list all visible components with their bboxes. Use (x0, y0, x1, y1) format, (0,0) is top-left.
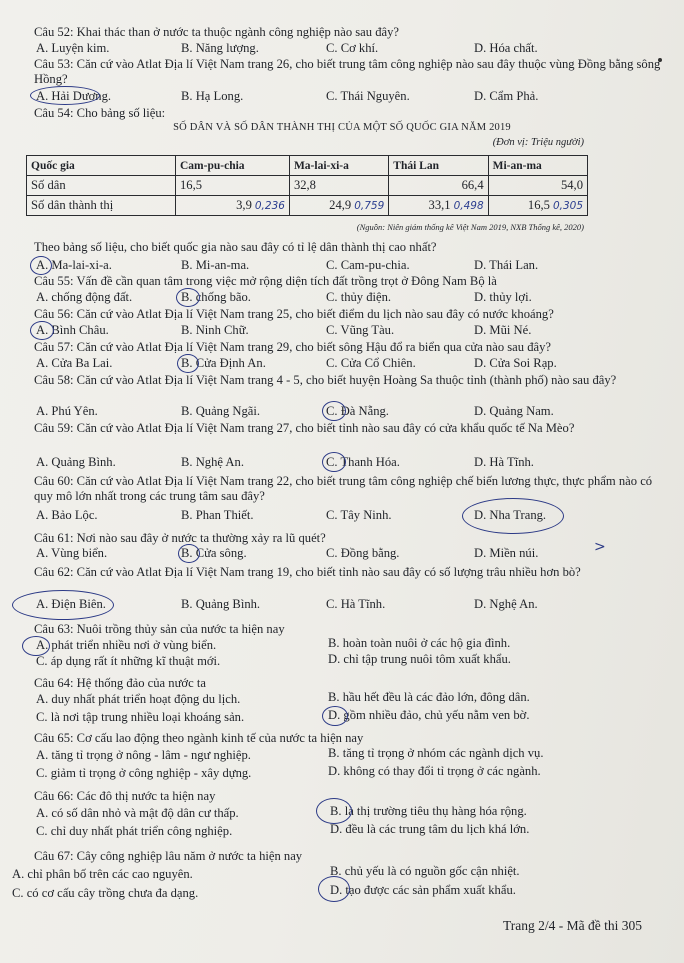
question-54-options (36, 258, 656, 273)
answer-circle (176, 288, 200, 307)
option-d[interactable]: D. Cửa Soi Rạp. (474, 356, 557, 370)
option-b[interactable]: B. chống bão. (181, 290, 251, 304)
option-c[interactable]: C. chỉ duy nhất phát triển công nghiệp. (36, 824, 233, 838)
question-60-stem: Câu 60: Căn cứ vào Atlat Địa lí Việt Nam trang 22, cho biết trung tâm công nghiệp chế biến lương thực, thực phẩm nào có quy mô lớn nhất trong các trung tâm sau đây? (34, 474, 653, 503)
option-d[interactable]: D. Quảng Nam. (474, 404, 554, 418)
cell-value: 33,1 (428, 198, 451, 212)
table-cell: 32,8 (289, 176, 388, 196)
option-a[interactable]: A. duy nhất phát triển hoạt động du lịch. (36, 692, 241, 706)
option-c[interactable]: C. giảm tỉ trọng ở công nghiệp - xây dựng. (36, 766, 252, 780)
answer-circle (462, 498, 564, 534)
answer-circle (322, 706, 348, 726)
handwritten-ratio: 0,498 (453, 200, 484, 212)
answer-circle (22, 636, 50, 656)
table-row (27, 196, 588, 216)
question-64-stem: Câu 64: Hệ thống đảo của nước ta (34, 676, 206, 690)
option-b[interactable]: B. Mi-an-ma. (181, 258, 250, 272)
question-54-stem: Câu 54: Cho bảng số liệu: (34, 106, 166, 120)
table-cell (389, 196, 488, 216)
option-b[interactable]: B. Hạ Long. (181, 89, 244, 103)
option-a[interactable]: A. chống động đất. (36, 290, 133, 304)
page-footer: Trang 2/4 - Mã đề thi 305 (503, 918, 642, 933)
answer-circle (322, 401, 346, 421)
answer-circle (177, 354, 199, 373)
question-59-options (36, 455, 656, 470)
answer-circle (178, 544, 200, 563)
header-cell: Quốc gia (27, 156, 176, 176)
option-a[interactable]: A. Cửa Ba Lai. (36, 356, 113, 370)
option-c[interactable]: C. thủy điện. (326, 290, 392, 304)
question-58-stem: Câu 58: Căn cứ vào Atlat Địa lí Việt Nam trang 4 - 5, cho biết huyện Hoàng Sa thuộc tỉnh (thành phố) nào sau đây? (34, 373, 617, 387)
option-c[interactable]: C. Thái Nguyên. (326, 89, 410, 103)
option-b[interactable]: B. là thị trường tiêu thụ hàng hóa rộng. (330, 804, 527, 818)
option-b[interactable]: B. Cửa sông. (181, 546, 247, 560)
question-56-options (36, 323, 656, 338)
option-d[interactable]: D. Nghệ An. (474, 597, 538, 611)
option-d[interactable]: D. gồm nhiều đảo, chủ yếu nằm ven bờ. (328, 708, 530, 722)
question-57-stem: Câu 57: Căn cứ vào Atlat Địa lí Việt Nam trang 29, cho biết sông Hậu đổ ra biển qua cửa nào sau đây? (34, 340, 551, 354)
option-c[interactable]: C. Vũng Tàu. (326, 323, 395, 337)
option-d[interactable]: D. Miền núi. (474, 546, 539, 560)
option-a[interactable]: A. phát triển nhiều nơi ở vùng biển. (36, 638, 217, 652)
table-cell (176, 196, 290, 216)
option-d[interactable]: D. thủy lợi. (474, 290, 532, 304)
option-b[interactable]: B. Cửa Định An. (181, 356, 266, 370)
option-a[interactable]: A. có số dân nhỏ và mật độ dân cư thấp. (36, 806, 239, 820)
option-a[interactable]: A. Quảng Bình. (36, 455, 116, 469)
table-header-row (27, 156, 588, 176)
header-cell: Cam-pu-chia (176, 156, 290, 176)
table-cell (289, 196, 388, 216)
option-d[interactable]: D. chỉ tập trung nuôi tôm xuất khẩu. (328, 652, 511, 666)
option-c[interactable]: C. Thanh Hóa. (326, 455, 400, 469)
option-c[interactable]: C. áp dụng rất ít những kĩ thuật mới. (36, 654, 221, 668)
option-d[interactable]: D. Thái Lan. (474, 258, 539, 272)
cell-value: 16,5 (527, 198, 550, 212)
cell-value: 3,9 (236, 198, 252, 212)
answer-circle (30, 86, 100, 105)
question-57-options (36, 356, 656, 371)
check-mark: > (594, 539, 606, 555)
option-b[interactable]: B. chủ yếu là có nguồn gốc cận nhiệt. (330, 864, 520, 878)
table-cell: 16,5 (176, 176, 290, 196)
question-54-text: Theo bảng số liệu, cho biết quốc gia nào sau đây có tỉ lệ dân thành thị cao nhất? (34, 240, 437, 254)
option-a[interactable]: A. Bình Châu. (36, 323, 109, 337)
option-c[interactable]: C. là nơi tập trung nhiều loại khoáng sản. (36, 710, 245, 724)
header-cell: Mi-an-ma (488, 156, 587, 176)
answer-circle (30, 321, 54, 340)
option-a[interactable]: A. Phú Yên. (36, 404, 98, 418)
option-c[interactable]: C. Đồng bằng. (326, 546, 400, 560)
option-a[interactable]: A. tăng tỉ trọng ở nông - lâm - ngư nghiệp. (36, 748, 251, 762)
table-cell: 54,0 (488, 176, 587, 196)
question-59-stem: Câu 59: Căn cứ vào Atlat Địa lí Việt Nam trang 27, cho biết tỉnh nào sau đây có cửa khẩu quốc tế Na Mèo? (34, 421, 575, 435)
question-61-stem: Câu 61: Nơi nào sau đây ở nước ta thường xảy ra lũ quét? (34, 531, 326, 545)
table-caption: SỐ DÂN VÀ SỐ DÂN THÀNH THỊ CỦA MỘT SỐ QUỐC GIA NĂM 2019 (173, 122, 511, 133)
answer-circle (322, 452, 346, 472)
option-b[interactable]: B. hầu hết đều là các đảo lớn, đông dân. (328, 690, 530, 704)
option-b[interactable]: B. tăng tỉ trọng ở nhóm các ngành dịch vụ. (328, 746, 544, 760)
handwritten-ratio: 0,236 (254, 200, 285, 212)
question-58-options (36, 404, 656, 419)
population-table (26, 155, 588, 216)
table-row (27, 176, 588, 196)
option-d[interactable]: D. tạo được các sản phẩm xuất khẩu. (330, 883, 516, 897)
option-c[interactable]: C. Đà Nẵng. (326, 404, 389, 418)
option-b[interactable]: B. Ninh Chữ. (181, 323, 249, 337)
option-b[interactable]: B. Phan Thiết. (181, 508, 254, 522)
table-source: (Nguồn: Niên giám thống kê Việt Nam 2019, NXB Thống kê, 2020) (356, 222, 584, 232)
answer-circle (12, 590, 114, 620)
question-56-stem: Câu 56: Căn cứ vào Atlat Địa lí Việt Nam trang 25, cho biết điểm du lịch nào sau đây có nước khoáng? (34, 307, 554, 321)
handwritten-ratio: 0,759 (354, 200, 385, 212)
table-cell: 66,4 (389, 176, 488, 196)
table-unit: (Đơn vị: Triệu người) (492, 137, 584, 148)
question-62-stem: Câu 62: Căn cứ vào Atlat Địa lí Việt Nam trang 19, cho biết tỉnh nào sau đây có số lượng trâu nhiều hơn bò? (34, 565, 581, 579)
option-c[interactable]: C. Cơ khí. (326, 41, 379, 55)
option-c[interactable]: C. Hà Tĩnh. (326, 597, 386, 611)
option-d[interactable]: D. Hà Tĩnh. (474, 455, 534, 469)
question-55-options (36, 290, 656, 305)
question-63-stem: Câu 63: Nuôi trồng thủy sản của nước ta hiện nay (34, 622, 285, 636)
option-d[interactable]: D. Mũi Né. (474, 323, 532, 337)
option-d[interactable]: D. không có thay đổi tỉ trọng ở các ngành. (328, 764, 541, 778)
option-a[interactable]: A. Luyện kim. (36, 41, 110, 55)
question-65-stem: Câu 65: Cơ cấu lao động theo ngành kinh tế của nước ta hiện nay (34, 731, 364, 745)
question-55-stem: Câu 55: Vấn đề cần quan tâm trong việc mở rộng diện tích đất trồng trọt ở Đông Nam Bộ là (34, 274, 497, 288)
option-a[interactable]: A. Vùng biển. (36, 546, 108, 560)
question-53-options (36, 89, 656, 104)
answer-circle (318, 876, 350, 902)
option-a[interactable]: A. chỉ phân bố trên các cao nguyên. (12, 867, 193, 881)
option-a[interactable]: A. Điện Biên. (36, 597, 106, 611)
question-52-options (36, 41, 656, 56)
header-cell: Ma-lai-xi-a (289, 156, 388, 176)
cell-value: 24,9 (329, 198, 352, 212)
option-b[interactable]: B. Nghệ An. (181, 455, 244, 469)
question-66-stem: Câu 66: Các đô thị nước ta hiện nay (34, 789, 216, 803)
option-d[interactable]: D. Nha Trang. (474, 508, 547, 522)
option-c[interactable]: C. Tây Ninh. (326, 508, 392, 522)
option-b[interactable]: B. Năng lượng. (181, 41, 259, 55)
option-c[interactable]: C. Cam-pu-chia. (326, 258, 410, 272)
table-cell (488, 196, 587, 216)
option-b[interactable]: B. Quảng Ngãi. (181, 404, 261, 418)
row-label: Số dân (27, 176, 176, 196)
option-a[interactable]: A. Ma-lai-xi-a. (36, 258, 112, 272)
question-67-stem: Câu 67: Cây công nghiệp lâu năm ở nước ta hiện nay (34, 849, 303, 863)
question-52-stem: Câu 52: Khai thác than ở nước ta thuộc ngành công nghiệp nào sau đây? (34, 25, 399, 39)
question-62-options (36, 597, 656, 612)
option-a[interactable]: A. Bảo Lộc. (36, 508, 98, 522)
option-d[interactable]: D. đều là các trung tâm du lịch khá lớn. (330, 822, 530, 836)
option-a[interactable]: A. Hải Dương. (36, 89, 112, 103)
option-d[interactable]: D. Hóa chất. (474, 41, 538, 55)
question-61-options (36, 546, 656, 561)
answer-circle (30, 256, 52, 275)
option-d[interactable]: D. Cẩm Phả. (474, 89, 539, 103)
answer-circle (316, 798, 352, 824)
option-c[interactable]: C. có cơ cấu cây trồng chưa đa dạng. (12, 886, 199, 900)
header-cell: Thái Lan (389, 156, 488, 176)
option-c[interactable]: C. Cửa Cổ Chiên. (326, 356, 416, 370)
question-53-stem: Câu 53: Căn cứ vào Atlat Địa lí Việt Nam trang 26, cho biết trung tâm công nghiệp nào sau đây thuộc vùng Đồng bằng sông Hồng? (34, 57, 661, 86)
row-label: Số dân thành thị (27, 196, 176, 216)
option-b[interactable]: B. hoàn toàn nuôi ở các hộ gia đình. (328, 636, 511, 650)
handwritten-ratio: 0,305 (552, 200, 583, 212)
option-b[interactable]: B. Quảng Bình. (181, 597, 261, 611)
